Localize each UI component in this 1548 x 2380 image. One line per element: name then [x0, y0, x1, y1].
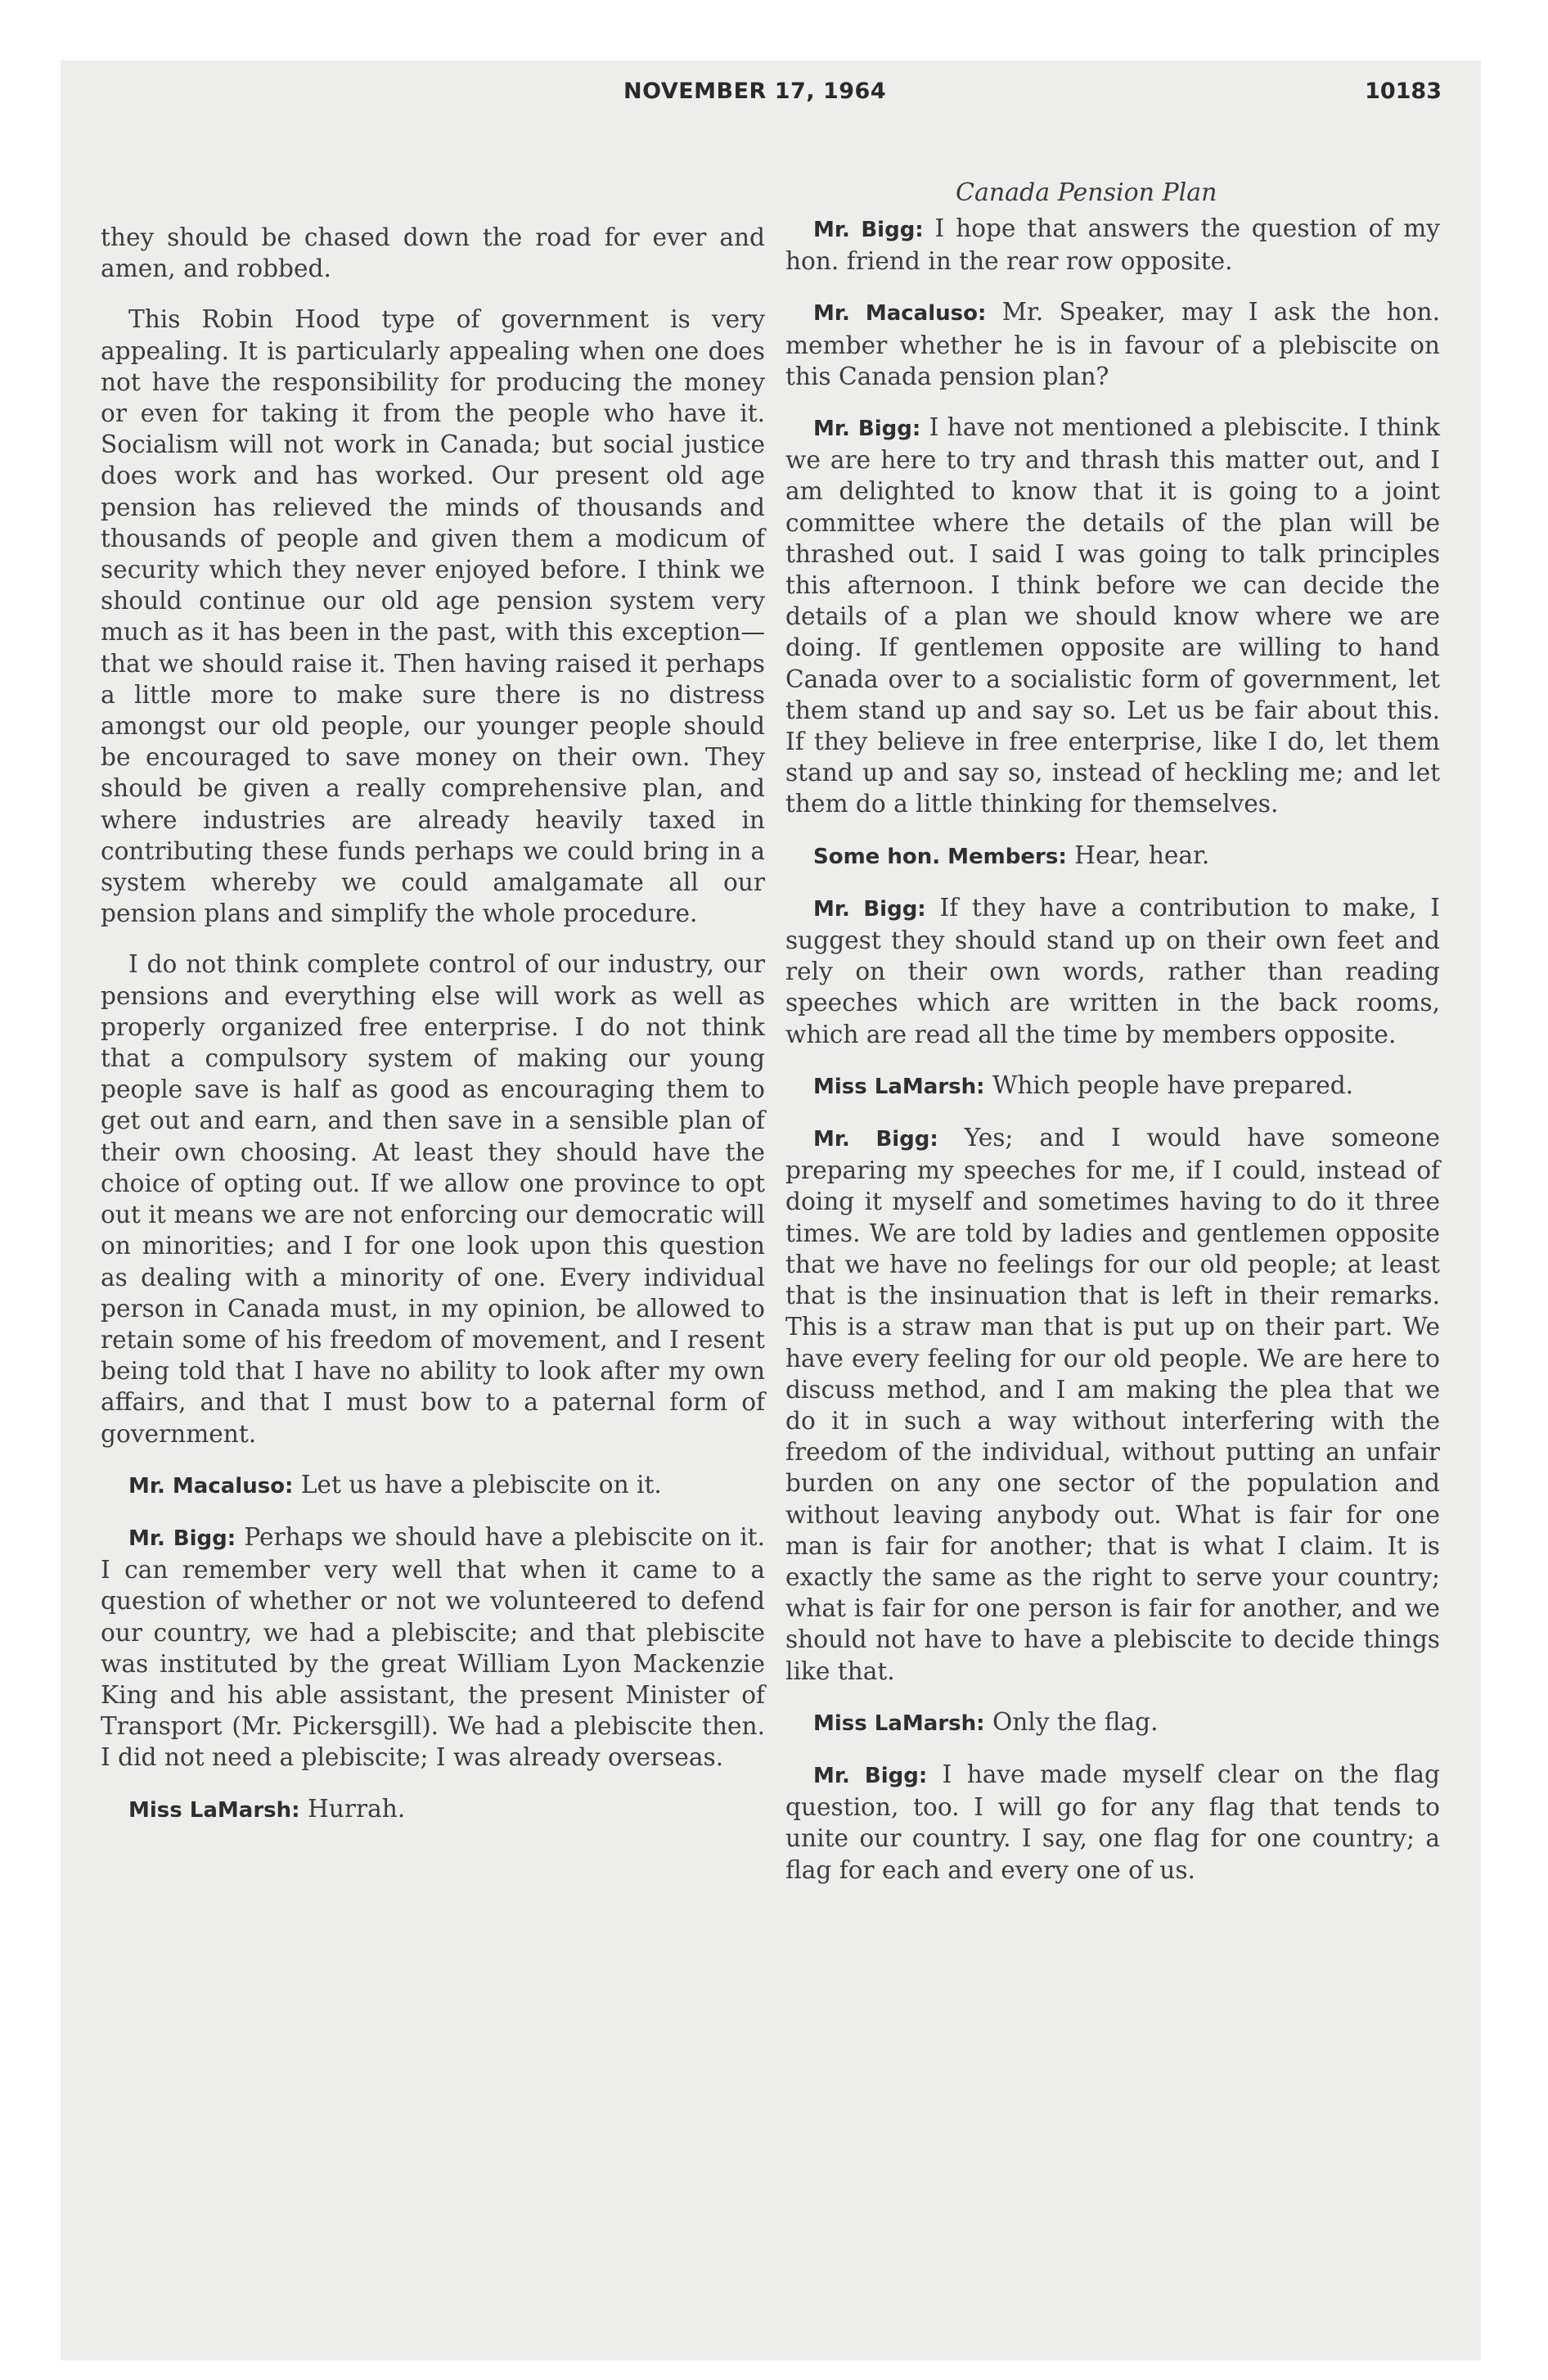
speaker-name: Mr. Macaluso: — [128, 1473, 294, 1499]
speech-text: If they have a contribution to make, I suggest they should stand up on their own feet and rely on their own words, rather than reading speeches which are written in the back rooms, which are read all the time by members opposite. — [785, 893, 1440, 1048]
speaker-name: Mr. Macaluso: — [813, 301, 987, 327]
speech-text: Perhaps we should have a plebiscite on it. I can remember very well that when it came to a question of whether or not we volunteered to defend our country, we had a plebiscite; and that plebiscite was instituted by the great William Lyon Mackenzie King and his able assistant, the present Minister of Transport (Mr. Pickersgill). We had a plebiscite then. I did not need a plebiscite; I was already overseas. — [101, 1522, 765, 1772]
speech — [101, 1469, 765, 1502]
speech-text: Yes; and I would have someone preparing my speeches for me, if I could, instead of doing it myself and sometimes having to do it three times. We are told by ladies and gentlemen opposite that we have no feelings for our old people; at least that is the insinuation that is left in their remarks. This is a straw man that is put up on their part. We have every feeling for our old people. We are here to discuss method, and I am making the plea that we do it in such a way without interfering with the freedom of the individual, without putting an unfair burden on any one sector of the population and without leaving anybody out. What is fair for one man is fair for another; that is what I claim. It is exactly the same as the right to serve your country; what is fair for one person is fair for another, and we should not have to have a plebiscite to decide things like that. — [785, 1124, 1440, 1685]
speech-text: Which people have prepared. — [992, 1071, 1354, 1099]
page-date: NOVEMBER 17, 1964 — [623, 79, 887, 104]
paragraph-text: This Robin Hood type of government is very appealing. It is particularly appealing when one does not have the responsibility for producing the money or even for taking it from the people who have it. Socialism will not work in Canada; but social justice does work and has worked. Our present old age pension has relieved the minds of thousands and thousands of people and given them a modicum of security which they never enjoyed before. I think we should continue our old age pension system very much as it has been in the past, with this exception—that we should raise it. Then having raised it perhaps a little more to make sure there is no distress amongst our old people, our younger people should be encouraged to save money on their own. They should be given a really comprehensive plan, and where industries are already heavily taxed in contributing these funds perhaps we could bring in a system whereby we could amalgamate all our pension plans and simplify the whole procedure. — [101, 305, 765, 928]
speech-text: Mr. Speaker, may I ask the hon. member whether he is in favour of a plebiscite on this Canada pension plan? — [785, 298, 1440, 390]
left-column — [101, 222, 765, 1846]
speech — [101, 1521, 765, 1774]
speaker-name: Mr. Bigg: — [813, 1127, 938, 1152]
page-header — [0, 79, 1548, 115]
speaker-name: Miss LaMarsh: — [813, 1074, 985, 1099]
speech — [785, 412, 1440, 820]
page-number: 10183 — [1365, 79, 1442, 104]
speech-text: I have not mentioned a plebiscite. I think we are here to try and thrash this matter out, and I am delighted to know that it is going to a joint committee where the details of the plan will be thrashed out. I said I was going to talk principles this afternoon. I think before we can decide the details of a plan we should know where we are doing. If gentlemen opposite are willing to hand Canada over to a socialistic form of government, let them stand up and say so. Let us be fair about this. If they believe in free enterprise, like I do, let them stand up and say so, instead of heckling me; and let them do a little thinking for themselves. — [785, 413, 1440, 818]
speech-text: I hope that answers the question of my hon. friend in the rear row opposite. — [785, 214, 1440, 276]
speech — [785, 1706, 1440, 1739]
speaker-name: Miss LaMarsh: — [128, 1797, 300, 1823]
paragraph-text: they should be chased down the road for ever and amen, and robbed. — [101, 223, 765, 283]
speaker-name: Mr. Bigg: — [813, 218, 924, 242]
running-title: Canada Pension Plan — [956, 178, 1217, 207]
speech — [785, 1070, 1440, 1102]
speech — [785, 892, 1440, 1050]
speech — [785, 1122, 1440, 1687]
paragraph — [101, 304, 765, 929]
paragraph — [101, 222, 765, 284]
speaker-name: Some hon. Members: — [813, 844, 1067, 869]
speech — [101, 1793, 765, 1826]
speech-text: Hurrah. — [307, 1794, 406, 1823]
speaker-name: Mr. Bigg: — [128, 1526, 236, 1551]
speech-text: Hear, hear. — [1074, 841, 1210, 869]
speech — [785, 1759, 1440, 1886]
speaker-name: Mr. Bigg: — [813, 1763, 928, 1788]
speech-text: Only the flag. — [992, 1707, 1159, 1736]
speech — [785, 296, 1440, 392]
speaker-name: Miss LaMarsh: — [813, 1711, 985, 1736]
speech-text: I have made myself clear on the flag question, too. I will go for any flag that tends to unite our country. I say, one flag for one country; a flag for each and every one of us. — [785, 1760, 1440, 1884]
paragraph-text: I do not think complete control of our industry, our pensions and everything else will work as well as properly organized free enterprise. I do not think that a compulsory system of making our young people save is half as good as encouraging them to get out and earn, and then save in a sensible plan of their own choosing. At least they should have the choice of opting out. If we allow one province to opt out it means we are not enforcing our democratic will on minorities; and I for one look upon this question as dealing with a minority of one. Every individual person in Canada must, in my opinion, be allowed to retain some of his freedom of movement, and I resent being told that I have no ability to look after my own affairs, and that I must bow to a paternal form of government. — [101, 950, 765, 1448]
speech — [785, 840, 1440, 872]
paragraph — [101, 949, 765, 1449]
speaker-name: Mr. Bigg: — [813, 896, 926, 922]
right-column — [785, 213, 1440, 1905]
speech-text: Let us have a plebiscite on it. — [300, 1470, 662, 1499]
speech — [785, 213, 1440, 277]
speaker-name: Mr. Bigg: — [813, 417, 921, 442]
